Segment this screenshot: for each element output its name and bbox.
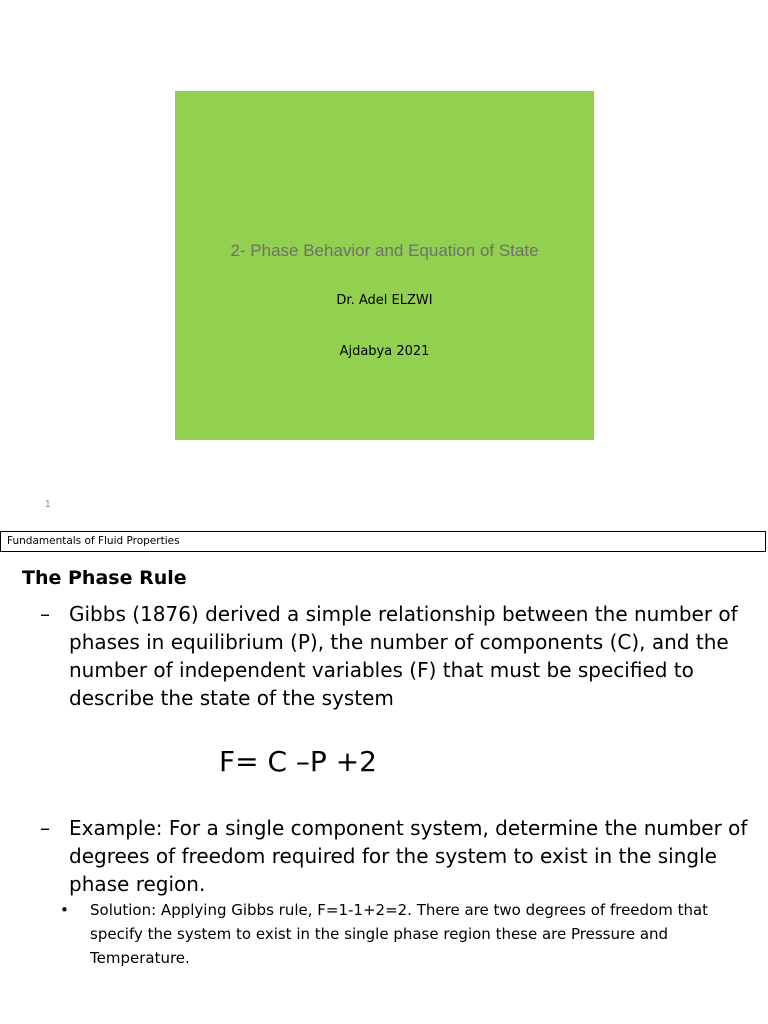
section-title: The Phase Rule bbox=[22, 567, 187, 589]
dash-marker: – bbox=[40, 602, 50, 626]
list-item-text: Example: For a single component system, determine the number of degrees of freedom required for the system to exist in the single phase region. bbox=[69, 816, 748, 896]
header-bar bbox=[0, 531, 766, 552]
bullet-marker: • bbox=[60, 901, 69, 919]
slide-author: Dr. Adel ELZWI bbox=[336, 293, 433, 308]
header-title: Fundamentals of Fluid Properties bbox=[7, 535, 180, 547]
list-item-text: Gibbs (1876) derived a simple relationship between the number of phases in equilibrium (P), the number of components (C), and the number of independent variables (F) that must be specified to describe the state of the system bbox=[69, 602, 738, 710]
slide-title: 2- Phase Behavior and Equation of State bbox=[230, 241, 539, 260]
dash-marker: – bbox=[40, 816, 50, 840]
phase-rule-formula: F= C –P +2 bbox=[219, 745, 377, 778]
slide-place-year: Ajdabya 2021 bbox=[339, 344, 430, 359]
page-number: 1 bbox=[45, 499, 51, 510]
title-slide bbox=[175, 91, 594, 440]
sub-list-item-text: Solution: Applying Gibbs rule, F=1-1+2=2. There are two degrees of freedom that specify the system to exist in the single phase region these are Pressure and Temperature. bbox=[90, 901, 709, 967]
